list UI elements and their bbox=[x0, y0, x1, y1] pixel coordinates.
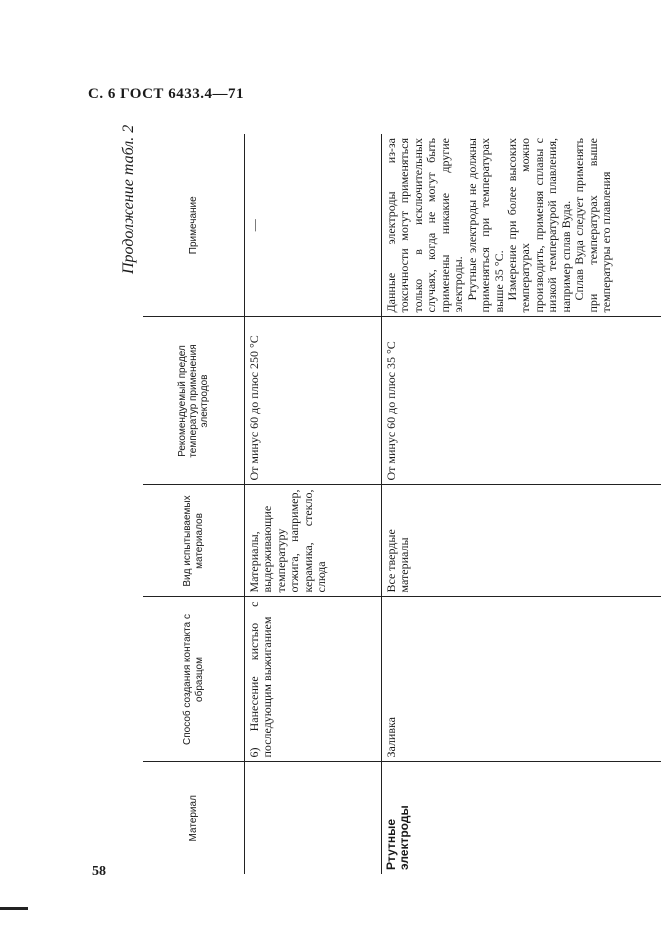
cell-material-type: Все твердые материалы bbox=[382, 485, 661, 597]
rotated-table-block bbox=[112, 124, 613, 874]
electrodes-table bbox=[143, 134, 661, 874]
note-paragraph: Данные электроды из-за токсичности могут применяться только в исключительных случаях, когда не могут быть применены никакие другие электроды. bbox=[384, 138, 466, 313]
table-header-row bbox=[143, 134, 245, 874]
cell-material: Ртутные электроды bbox=[382, 762, 661, 874]
cell-temp-limit: От минус 60 до плюс 250 °C bbox=[245, 317, 382, 485]
note-paragraph: Измерение при более высоких температурах можно производить, применяя сплавы с низкой температурой плавления, например сплав Вуда. bbox=[504, 138, 573, 313]
cell-temp-limit: От минус 60 до плюс 35 °C bbox=[382, 317, 661, 485]
cell-material-type: Материалы, выдерживающие температуру отжига, например, керамика, стекло, слюда bbox=[245, 485, 382, 597]
header-material-type: Вид испытываемых материалов bbox=[143, 485, 245, 597]
cell-material bbox=[245, 762, 382, 874]
page-header: С. 6 ГОСТ 6433.4—71 bbox=[88, 86, 244, 102]
cell-method: 6) Нанесение кистью с последующим выжиганием bbox=[245, 597, 382, 762]
header-method: Способ создания контакта с образцом bbox=[143, 597, 245, 762]
cell-note: — bbox=[245, 134, 382, 317]
note-paragraph: Сплав Вуда следует применять при температурах выше температуры его плавления bbox=[572, 138, 613, 313]
page-number: 58 bbox=[92, 864, 106, 879]
note-paragraph: Ртутные электроды не должны применяться при температурах выше 35 °C. bbox=[464, 138, 506, 313]
header-temp-limit: Рекомендуемый предел температур применения электродов bbox=[143, 317, 245, 485]
header-material: Материал bbox=[143, 762, 245, 874]
continuation-label: Продолжение табл. 2 bbox=[120, 124, 137, 274]
header-note: Примечание bbox=[143, 134, 245, 317]
cell-method: Заливка bbox=[382, 597, 661, 762]
table-row bbox=[382, 134, 661, 874]
cell-note bbox=[382, 134, 661, 317]
scan-edge-mark bbox=[0, 907, 28, 910]
table-row bbox=[245, 134, 382, 874]
